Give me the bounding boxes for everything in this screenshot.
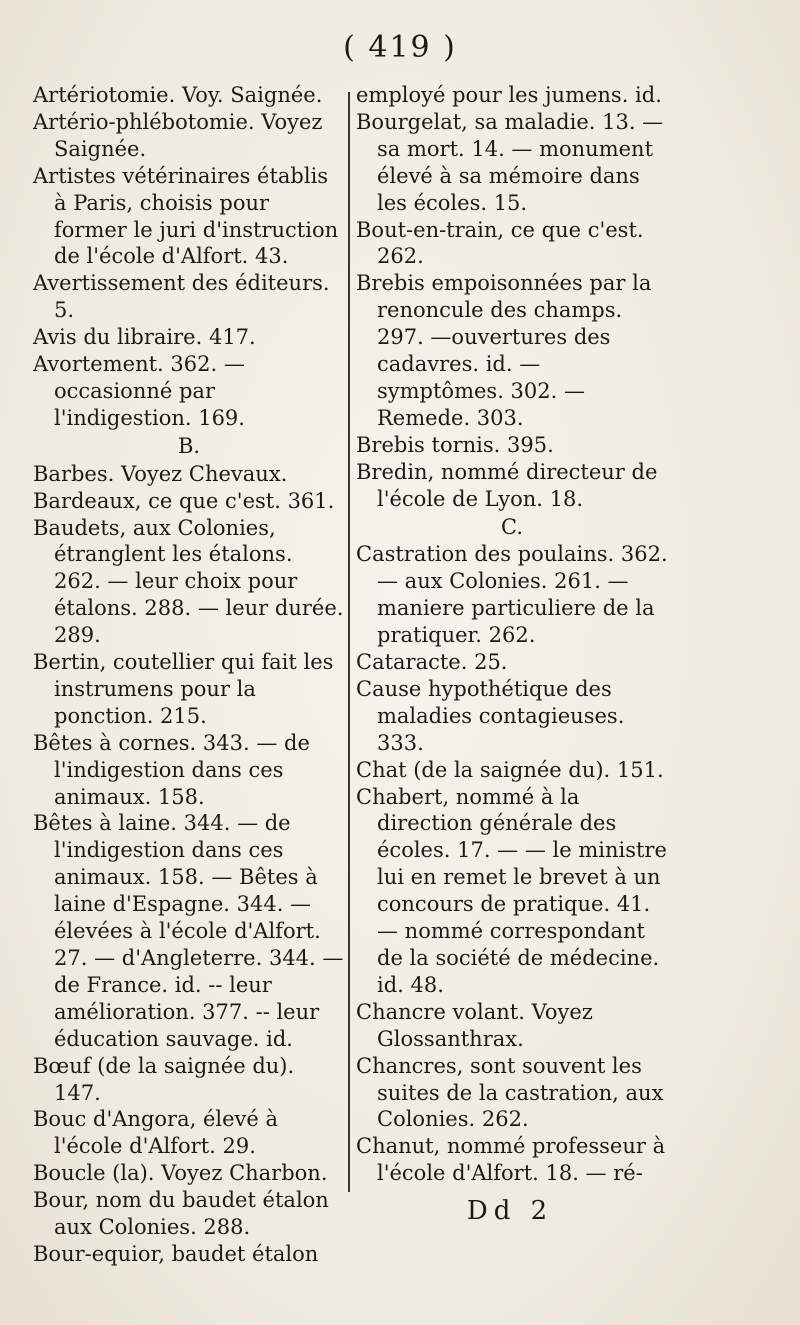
column-divider — [348, 92, 350, 1192]
index-entry: Bêtes à laine. 344. — de l'indigestion dans ces animaux. 158. — Bêtes à laine d'Espagne. 344. —élevées à l'école d'Alfort. 27. — d'Angleterre. 344. — de France. id. -- leur amélioration. 377. -- leur éducation sauvage. id. — [33, 811, 344, 1051]
index-entry: employé pour les jumens. id. — [356, 83, 662, 107]
right-column — [356, 82, 668, 1187]
section-letter-heading: B. — [177, 433, 201, 458]
index-entry: Brebis tornis. 395. — [356, 432, 554, 457]
index-entry: Bardeaux, ce que c'est. 361. — [33, 488, 335, 513]
index-entry: Chabert, nommé à la direction générale des écoles. 17. — — le ministre lui en remet le brevet à un concours de pratique. 41. — nommé correspondant de la société de médecine. id. 48. — [356, 784, 667, 997]
index-entry: Chat (de la saignée du). 151. — [356, 757, 664, 782]
index-entry: Bouc d'Angora, élevé à l'école d'Alfort. 29. — [33, 1107, 278, 1159]
index-entry: Bourgelat, sa maladie. 13. — sa mort. 14. — monument élevé à sa mémoire dans les écoles. 15. — [356, 109, 664, 215]
index-entry: Artériotomie. Voy. Saignée. — [33, 83, 323, 107]
index-entry: Brebis empoisonnées par la renoncule des champs. 297. —ouvertures des cadavres. id. — symptômes. 302. — Remede. 303. — [356, 271, 652, 430]
section-letter-heading: C. — [501, 514, 523, 539]
index-entry: Chancres, sont souvent les suites de la castration, aux Colonies. 262. — [356, 1053, 664, 1132]
index-entry: Bour, nom du baudet étalon aux Colonies. 288. — [33, 1188, 329, 1240]
index-entry: Bêtes à cornes. 343. — de l'indigestion dans ces animaux. 158. — [33, 730, 310, 809]
index-entry: Boucle (la). Voyez Charbon. — [33, 1161, 328, 1186]
index-entry: Bœuf (de la saignée du). 147. — [33, 1053, 295, 1105]
index-entry: Bertin, coutellier qui fait les instrumens pour la ponction. 215. — [33, 650, 334, 728]
index-entry: Castration des poulains. 362. — aux Colonies. 261. — maniere particuliere de la pratiquer. 262. — [356, 542, 668, 648]
index-entry: Barbes. Voyez Chevaux. — [33, 461, 288, 486]
index-entry: Baudets, aux Colonies, étranglent les étalons. 262. — leur choix pour étalons. 288. — leur durée. 289. — [33, 515, 344, 648]
page-number: ( 419 ) — [343, 30, 457, 65]
index-entry: Bredin, nommé directeur de l'école de Lyon. 18. — [356, 459, 658, 511]
index-entry: Artério-phlébotomie. Voyez Saignée. — [33, 109, 323, 161]
index-entry: Chancre volant. Voyez Glossanthrax. — [356, 999, 593, 1051]
index-entry: Artistes vétérinaires établis à Paris, choisis pour former le juri d'instruction de l'école d'Alfort. 43. — [33, 163, 339, 269]
index-entry: Bout-en-train, ce que c'est. 262. — [356, 217, 644, 269]
left-column — [33, 82, 345, 1268]
index-entry: Cause hypothétique des maladies contagieuses. 333. — [356, 676, 625, 755]
index-entry: Avertissement des éditeurs. 5. — [33, 271, 330, 323]
signature-mark: Dd 2 — [466, 1196, 554, 1226]
index-entry: Bour-equior, baudet étalon — [33, 1241, 319, 1266]
index-entry: Avortement. 362. —occasionné par l'indigestion. 169. — [33, 352, 245, 430]
index-entry: Chanut, nommé professeur à l'école d'Alfort. 18. — ré- — [356, 1134, 666, 1186]
index-entry: Cataracte. 25. — [356, 650, 508, 675]
index-entry: Avis du libraire. 417. — [33, 325, 256, 350]
